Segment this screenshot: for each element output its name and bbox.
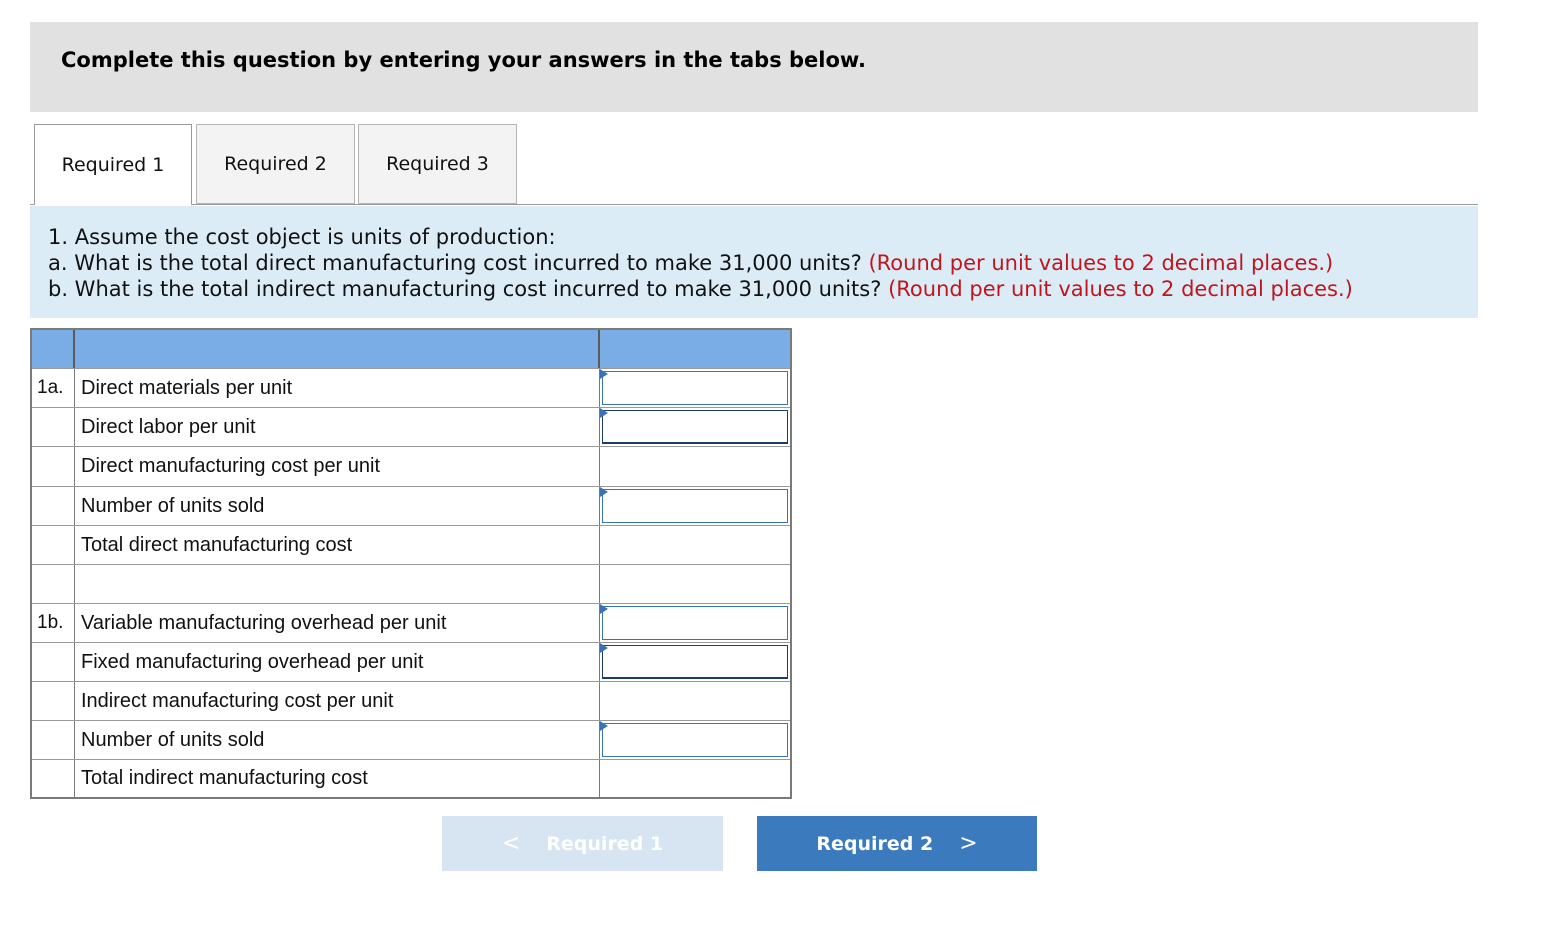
computed-value-cell [600,682,790,720]
instruction-line-3 [48,276,1478,302]
value-cell [600,408,790,446]
row-label: Indirect manufacturing cost per unit [75,682,600,720]
value-cell [600,369,790,407]
table-row [32,721,790,760]
row-label: Direct materials per unit [75,369,600,407]
direct-materials-per-unit-input[interactable] [602,371,788,405]
rounding-note: (Round per unit values to 2 decimal places.) [868,251,1334,275]
row-number [32,526,75,564]
input-marker-icon [600,721,608,731]
table-row [32,643,790,682]
instruction-line-3-text: b. What is the total indirect manufacturing cost incurred to make 31,000 units? [48,277,882,301]
table-row [32,369,790,408]
instruction-line-2-text: a. What is the total direct manufacturing cost incurred to make 31,000 units? [48,251,862,275]
row-number [32,682,75,720]
row-number [32,447,75,486]
table-row [32,604,790,643]
input-marker-icon [600,643,608,653]
banner-text: Complete this question by entering your answers in the tabs below. [61,48,866,72]
computed-value-cell [600,447,790,486]
tab-required-3[interactable] [358,124,517,204]
header-cell [600,330,790,368]
value-cell [600,721,790,759]
row-number [32,721,75,759]
tab-label: Required 2 [224,153,327,175]
table-row [32,487,790,526]
answer-table [30,328,792,799]
row-label: Total direct manufacturing cost [75,526,600,564]
row-label: Number of units sold [75,721,600,759]
tabs-divider [30,204,1478,205]
next-tab-button[interactable] [757,816,1037,871]
computed-value-cell [600,565,790,603]
indirect-units-sold-input[interactable] [602,723,788,757]
table-row [32,760,790,797]
chevron-left-icon: < [501,831,521,856]
row-number [32,408,75,446]
row-number [32,565,75,603]
row-number [32,487,75,525]
row-label: Direct labor per unit [75,408,600,446]
table-header-row [32,330,790,369]
value-cell [600,487,790,525]
row-label: Fixed manufacturing overhead per unit [75,643,600,681]
row-number: 1b. [32,604,75,642]
table-row [32,526,790,565]
tab-required-2[interactable] [196,124,355,204]
computed-value-cell [600,526,790,564]
row-label [75,565,600,603]
rounding-note: (Round per unit values to 2 decimal places.) [888,277,1353,301]
row-number [32,643,75,681]
next-tab-label: Required 2 [816,832,934,855]
row-label: Total indirect manufacturing cost [75,760,600,797]
value-cell [600,643,790,681]
table-row [32,565,790,604]
row-label: Direct manufacturing cost per unit [75,447,600,486]
input-marker-icon [600,604,608,614]
table-row [32,447,790,487]
chevron-right-icon: > [959,831,978,856]
variable-overhead-per-unit-input[interactable] [602,606,788,640]
row-label: Variable manufacturing overhead per unit [75,604,600,642]
fixed-overhead-per-unit-input[interactable] [602,645,788,679]
tab-label: Required 3 [386,153,489,175]
question-instructions [30,206,1478,318]
input-marker-icon [600,408,608,418]
row-label: Number of units sold [75,487,600,525]
computed-value-cell [600,760,790,797]
input-marker-icon [600,369,608,379]
row-number [32,760,75,797]
row-number: 1a. [32,369,75,407]
tab-required-1[interactable] [34,124,192,206]
previous-tab-button[interactable] [442,816,723,871]
table-row [32,682,790,721]
previous-tab-label: Required 1 [546,832,664,855]
direct-units-sold-input[interactable] [602,489,788,523]
input-marker-icon [600,487,608,497]
header-cell [75,330,600,368]
header-cell [32,330,75,368]
value-cell [600,604,790,642]
instruction-line-2 [48,250,1478,276]
direct-labor-per-unit-input[interactable] [602,410,788,444]
instruction-banner [30,22,1478,112]
tab-label: Required 1 [61,153,165,176]
table-row [32,408,790,447]
instruction-line-1: 1. Assume the cost object is units of production: [48,225,556,249]
